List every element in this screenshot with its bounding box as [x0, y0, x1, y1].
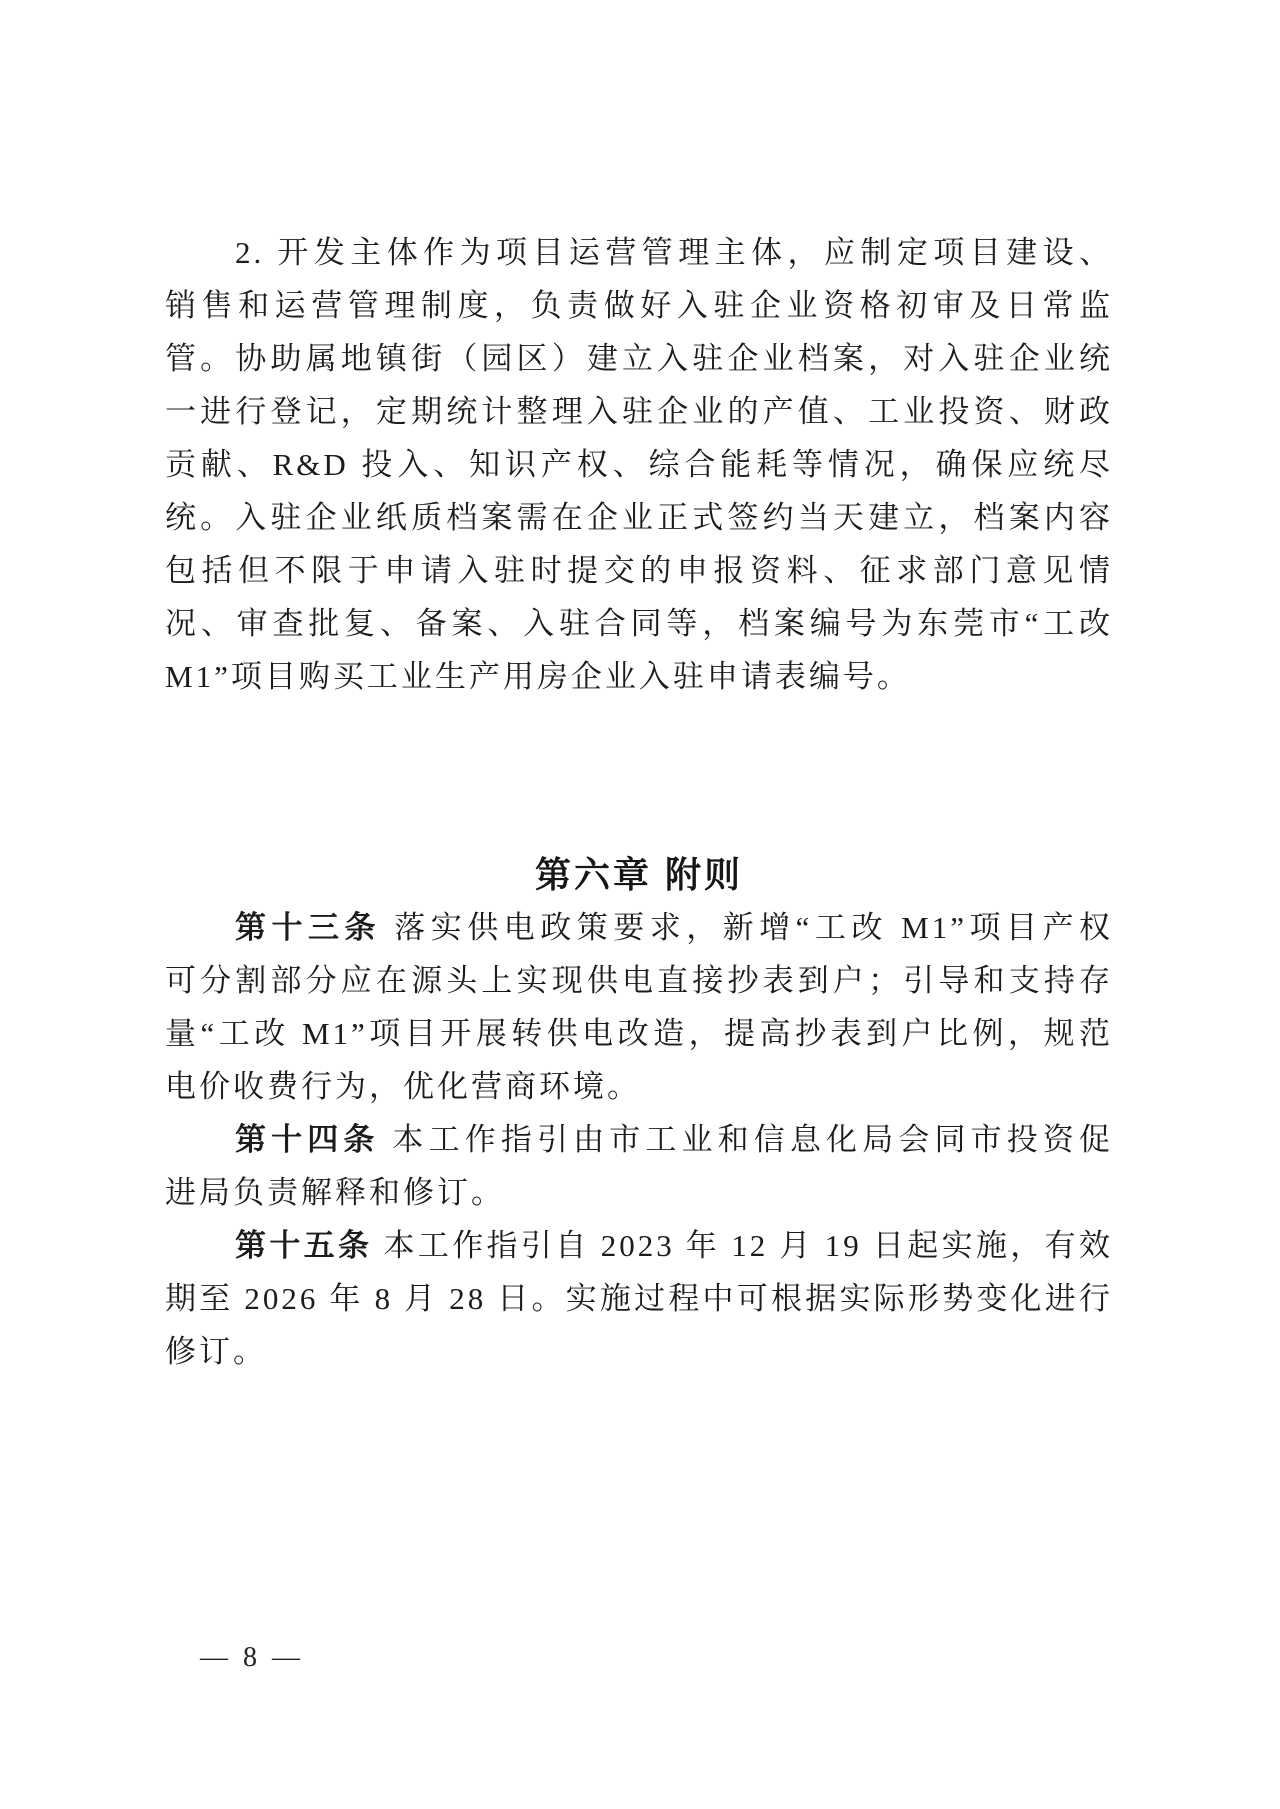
text-line: [165, 1219, 1113, 1272]
body-text: [165, 226, 1113, 1378]
paragraph-article-14: [165, 1113, 1113, 1219]
text-line: 一进行登记，定期统计整理入驻企业的产值、工业投资、财政: [165, 394, 1113, 429]
article-number: 第十三条: [235, 910, 381, 945]
text-line: [165, 901, 1113, 954]
text-line: 修订。: [165, 1334, 267, 1369]
paragraph-article-13: [165, 901, 1113, 1113]
text-line: 可分割部分应在源头上实现供电直接抄表到户；引导和支持存: [165, 963, 1113, 998]
article-number: 第十五条: [235, 1228, 373, 1263]
article-lead-text: 落实供电政策要求，新增“工改 M1”项目产权: [380, 910, 1113, 945]
text-line: 贡献、R&D 投入、知识产权、综合能耗等情况，确保应统尽: [165, 447, 1113, 482]
article-number: 第十四条: [235, 1122, 380, 1157]
article-lead-text: 本工作指引自 2023 年 12 月 19 日起实施，有效: [372, 1228, 1114, 1263]
text-line: [165, 1113, 1113, 1166]
text-line: 管。协助属地镇街（园区）建立入驻企业档案，对入驻企业统: [165, 341, 1113, 376]
article-lead-text: 本工作指引由市工业和信息化局会同市投资促: [379, 1122, 1114, 1157]
text-line: 进局负责解释和修订。: [165, 1175, 505, 1210]
text-line: 销售和运营管理制度，负责做好入驻企业资格初审及日常监: [165, 288, 1113, 323]
text-line: 包括但不限于申请入驻时提交的申报资料、征求部门意见情: [165, 553, 1113, 588]
text-line: 2. 开发主体作为项目运营管理主体，应制定项目建设、: [235, 235, 1113, 270]
page-number: — 8 —: [200, 1642, 304, 1673]
text-line: M1”项目购买工业生产用房企业入驻申请表编号。: [165, 659, 911, 694]
paragraph-article-15: [165, 1219, 1113, 1378]
text-line: 期至 2026 年 8 月 28 日。实施过程中可根据实际形势变化进行: [165, 1281, 1113, 1316]
chapter-heading: 第六章 附则: [534, 854, 743, 895]
text-line: 量“工改 M1”项目开展转供电改造，提高抄表到户比例，规范: [165, 1016, 1113, 1051]
text-line: 电价收费行为，优化营商环境。: [165, 1069, 641, 1104]
text-line: 况、审查批复、备案、入驻合同等，档案编号为东莞市“工改: [165, 606, 1113, 641]
paragraph-item-2: [165, 226, 1113, 703]
text-line: 统。入驻企业纸质档案需在企业正式签约当天建立，档案内容: [165, 500, 1113, 535]
